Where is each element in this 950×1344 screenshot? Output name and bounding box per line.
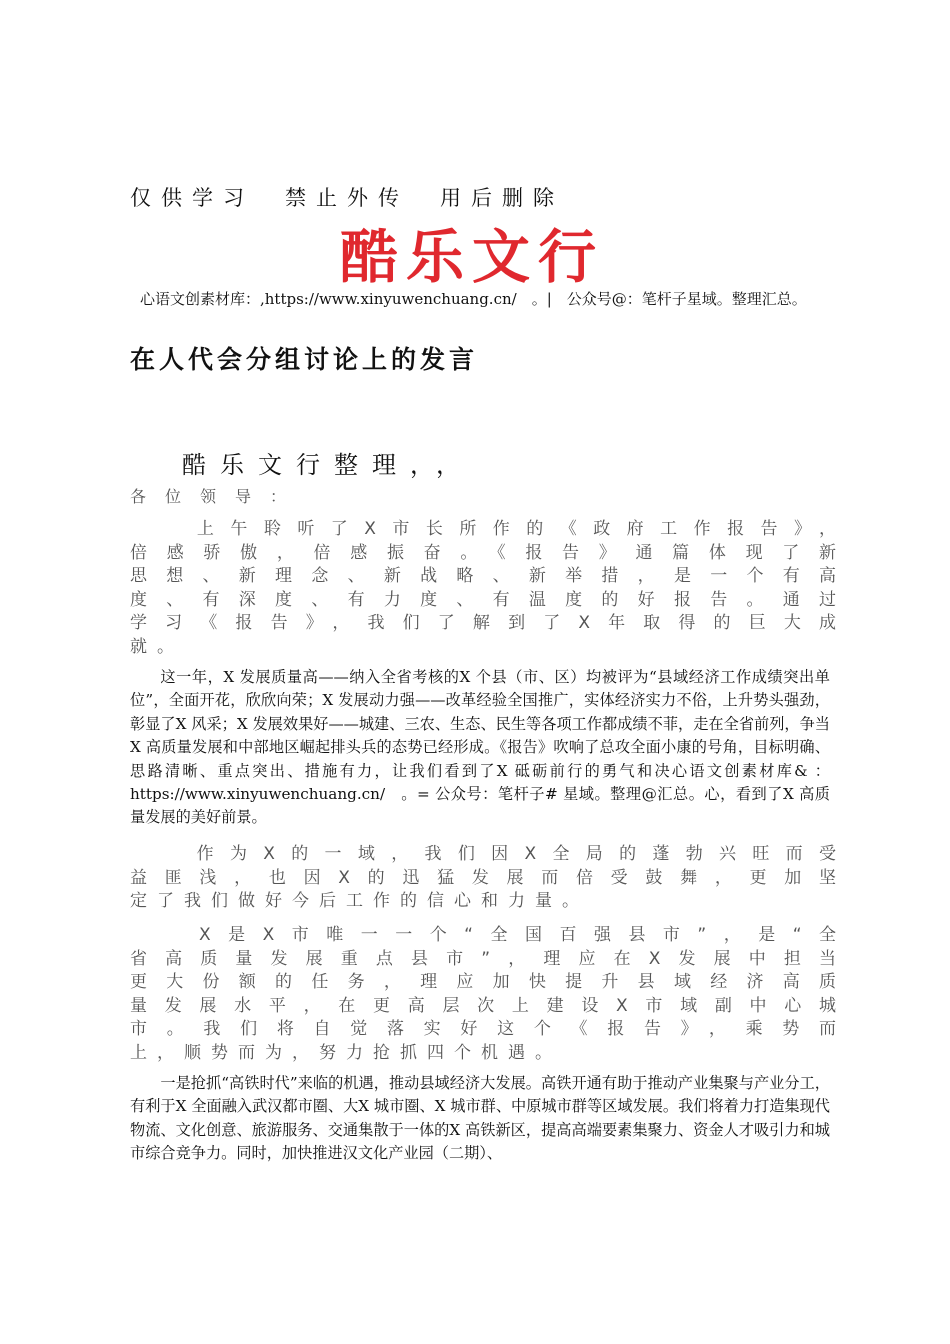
paragraph-line: 思想、新理念、新战略、新举措，是一个有高: [130, 566, 836, 587]
compiled-by-line: 酷乐文行整理，，: [182, 451, 474, 479]
document-title: 在人代会分组讨论上的发言: [130, 345, 479, 374]
paragraph-line: 省高质量发展重点县市”，理应在X发展中担当: [130, 948, 836, 969]
paragraph-line: 市。我们将自觉落实好这个《报告》，乘势而: [130, 1019, 836, 1040]
paragraph-line: 量发展水平，在更高层次上建设X市域副中心城: [130, 995, 836, 1016]
source-line: 心语文创素材库：,https://www.xinyuwenchuang.cn/ 。| 公众号@：笔杆子星域。整理汇总。: [140, 290, 807, 308]
paragraph-5: 一是抢抓“高铁时代”来临的机遇，推动县域经济大发展。高铁开通有助于推动产业集聚与产业分工，有利于X 全面融入武汉都市圈、大X 城市圈、X 城市群、中原城市群等区域发展。我们将着力打造集现代物流、文化创意、旅游服务、交通集散于一体的X 高铁新区，提高高端要素集聚力、资金人才吸引力和城市综合竞争力。同时，加快推进汉文化产业园（二期）、: [130, 1074, 830, 1163]
paragraph-3: [130, 843, 836, 914]
usage-notice: 仅供学习 禁止外传 用后删除: [130, 186, 564, 210]
paragraph-line: 定了我们做好今后工作的信心和力量。: [130, 891, 589, 912]
paragraph-1: [130, 518, 836, 660]
greeting: 各位领导：: [130, 487, 306, 506]
paragraph-line: 上午聆听了X市长所作的《政府工作报告》，: [130, 519, 836, 539]
paragraph-4: [130, 924, 836, 1066]
paragraph-line: 度、有深度、有力度、有温度的好报告。通过: [130, 589, 836, 610]
paragraph-line: 上，顺势而为，努力抢抓四个机遇。: [130, 1042, 562, 1063]
paragraph-line: 更大份额的任务，理应加快提升县域经济高质: [130, 972, 836, 993]
paragraph-line: 学习《报告》，我们了解到了X年取得的巨大成: [130, 613, 836, 634]
paragraph-2: 这一年，X 发展质量高——纳入全省考核的X 个县（市、区）均被评为“县域经济工作成绩突出单位”，全面开花，欣欣向荣；X 发展动力强——改革经验全国推广，实体经济实力不俗，上升势头强劲，彰显了X 风采；X 发展效果好——城建、三农、生态、民生等各项工作都成绩不菲，走在全省前列，争当X 高质量发展和中部地区崛起排头兵的态势已经形成。《报告》吹响了总攻全面小康的号角，目标明确、思路清晰、重点突出、措施有力，让我们看到了X 砥砺前行的勇气和决心语文创素材库& ：https://www.xinyuwenchuang.cn/ 。= 公众号：笔杆子# 星域。整理@汇总。心，看到了X 高质量发展的美好前景。: [130, 668, 830, 827]
brand-title: 酷乐文行: [340, 223, 605, 291]
paragraph-line: 就。: [130, 636, 184, 657]
paragraph-line: 作为X的一域，我们因X全局的蓬勃兴旺而受: [130, 844, 836, 864]
paragraph-line: 倍感骄傲，倍感振奋。《报告》通篇体现了新: [130, 542, 836, 563]
paragraph-line: 益匪浅，也因X的迅猛发展而倍受鼓舞，更加坚: [130, 867, 836, 888]
paragraph-line: X是X市唯一一个“全国百强县市”，是“全: [130, 925, 836, 945]
